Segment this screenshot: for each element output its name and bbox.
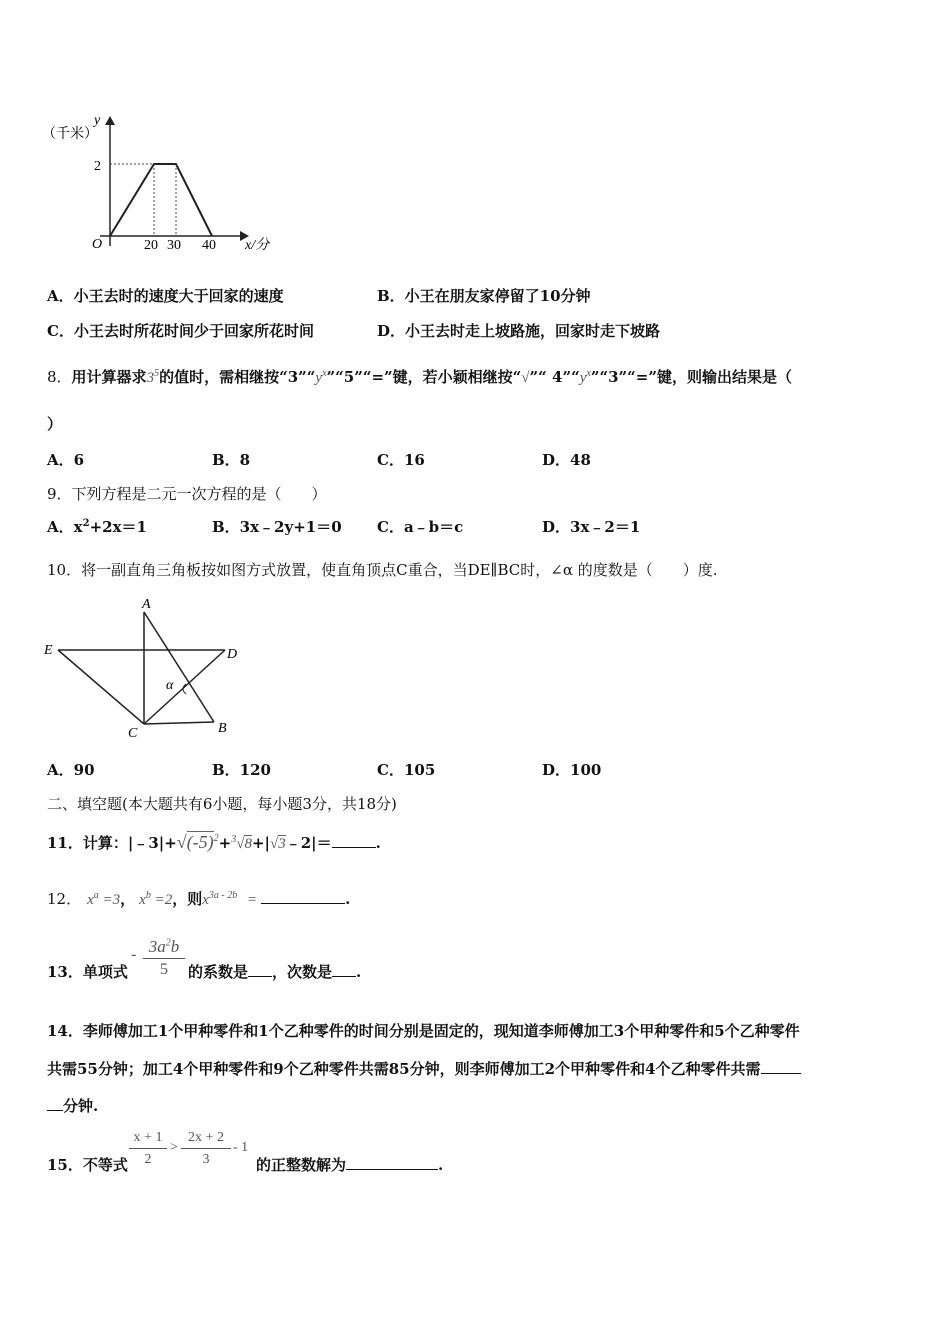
q8-power-base: 3 bbox=[146, 370, 155, 386]
q12-query-eq: = bbox=[246, 892, 258, 908]
q12-query-base: x bbox=[202, 892, 209, 908]
q12-eq1-base: x bbox=[87, 892, 94, 908]
q12-eq2-exp: b bbox=[145, 890, 151, 901]
q8-key-y-1: y bbox=[315, 370, 323, 386]
q11-text-2: + bbox=[218, 834, 232, 852]
q13-fraction bbox=[143, 936, 185, 981]
q11-cbrt-index: 3 bbox=[231, 834, 237, 845]
q14-line-2-text: 共需55分钟；加工4个甲种零件和9个乙种零件共需85分钟，则李师傅加工2个甲种零件和4个乙种零件共需 bbox=[47, 1060, 761, 1078]
q10-option-c: C．105 bbox=[377, 761, 436, 779]
q9-option-a-post: +2x＝1 bbox=[89, 518, 147, 536]
q9-stem: 9．下列方程是二元一次方程的是（ ） bbox=[47, 485, 327, 503]
q11-cbrt: $^3$√8 bbox=[231, 834, 252, 852]
distance-time-graph bbox=[40, 108, 290, 256]
q9-option-a bbox=[47, 517, 147, 537]
label-E: E bbox=[44, 643, 53, 658]
q15-minus-one: - 1 bbox=[233, 1140, 249, 1155]
q12-eq1-exp: a bbox=[93, 890, 99, 901]
segment-AB bbox=[144, 612, 214, 722]
q12-query-exp: 3a - 2b bbox=[208, 890, 238, 901]
q8-power-exp: 5 bbox=[154, 368, 160, 379]
q8-text-3: ”“5”“=”键，若小颖相继按“ bbox=[326, 368, 522, 386]
q11-sqrt: $√(-5)^2$ bbox=[176, 832, 219, 852]
y-axis-label: y bbox=[94, 113, 101, 128]
x-tick-30: 30 bbox=[167, 238, 181, 253]
q12-query bbox=[202, 892, 257, 908]
label-B: B bbox=[218, 721, 227, 736]
q11-sqrt-inner: (-5) bbox=[186, 832, 214, 852]
q12-answer-blank[interactable] bbox=[261, 889, 345, 904]
q8-key-y-2: y bbox=[579, 370, 587, 386]
q8-key-yx-2 bbox=[580, 370, 591, 386]
q8-option-d: D．48 bbox=[542, 451, 591, 469]
q13-num-sup: 2 bbox=[165, 937, 171, 949]
q8-power bbox=[147, 370, 160, 386]
q13-num-a: 3a bbox=[148, 937, 166, 956]
q7-option-c: C．小王去时所花时间少于回家所花时间 bbox=[47, 322, 314, 340]
q11-sqrt3: √3 bbox=[270, 836, 286, 852]
q9-option-b: B．3x﹣2y+1＝0 bbox=[212, 518, 342, 536]
q14-line-3 bbox=[47, 1096, 98, 1116]
q9-option-a-sup: 2 bbox=[82, 518, 90, 529]
triangle-figure bbox=[40, 592, 250, 742]
q9-option-a-pre: A．x bbox=[47, 518, 83, 536]
q13-num-b: b bbox=[170, 937, 180, 956]
q9-option-c: C．a﹣b＝c bbox=[377, 518, 464, 536]
q14-line-1: 14．李师傅加工1个甲种零件和1个乙种零件的时间分别是固定的，现知道李师傅加工3个甲种零件和5个乙种零件 bbox=[47, 1022, 800, 1040]
q15-text-2: 的正整数解为 bbox=[256, 1156, 347, 1174]
q12-eq1-rhs: =3 bbox=[102, 892, 121, 908]
q15-label: 15．不等式 bbox=[47, 1156, 128, 1174]
q8-option-b: B．8 bbox=[212, 451, 251, 469]
q8-close-paren: ） bbox=[47, 415, 63, 433]
q15-answer-blank[interactable] bbox=[346, 1155, 438, 1170]
q13-rest bbox=[188, 962, 361, 982]
q7-option-b: B．小王在朋友家停留了10分钟 bbox=[377, 287, 591, 305]
label-D: D bbox=[227, 647, 238, 662]
q15-f1-denominator: 2 bbox=[144, 1152, 152, 1167]
q12-stem bbox=[47, 889, 350, 910]
q8-key-sqrt: √ bbox=[521, 370, 530, 386]
q15-f1-numerator: x + 1 bbox=[129, 1128, 167, 1149]
label-alpha: α bbox=[166, 678, 174, 693]
q10-option-d: D．100 bbox=[542, 761, 602, 779]
q10-option-a: A．90 bbox=[47, 761, 95, 779]
q13-coefficient-blank[interactable] bbox=[248, 962, 272, 977]
q10-stem: 10．将一副直角三角板按如图方式放置，使直角顶点C重合，当DE∥BC时，∠α 的度数是（ ）度. bbox=[47, 561, 718, 579]
x-tick-20: 20 bbox=[144, 238, 158, 253]
q15-f2-numerator: 2x + 2 bbox=[181, 1128, 231, 1149]
q11-stem bbox=[47, 832, 381, 854]
q12-end: . bbox=[345, 890, 351, 908]
q15-fraction-2 bbox=[181, 1128, 231, 1171]
q8-option-a: A．6 bbox=[47, 451, 85, 469]
q10-option-b: B．120 bbox=[212, 761, 271, 779]
q7-option-a: A．小王去时的速度大于回家的速度 bbox=[47, 287, 284, 305]
q11-text-1: 11．计算：|﹣3|+ bbox=[47, 834, 177, 852]
q12-eq2-rhs: =2 bbox=[154, 892, 173, 908]
q14-answer-blank-2[interactable] bbox=[47, 1096, 63, 1111]
q13-end: . bbox=[356, 963, 362, 981]
q11-text-4: ﹣2|＝ bbox=[285, 834, 332, 852]
q8-number: 8． bbox=[47, 368, 72, 386]
segment-CD bbox=[144, 650, 225, 724]
q8-stem bbox=[47, 367, 792, 388]
origin-label: O bbox=[92, 237, 103, 252]
q8-text-4: ”“ 4”“ bbox=[529, 368, 580, 386]
segment-CB bbox=[144, 722, 214, 724]
q11-answer-blank[interactable] bbox=[332, 833, 376, 848]
q13-degree-blank[interactable] bbox=[332, 962, 356, 977]
q8-key-x-1: x bbox=[322, 368, 327, 379]
q12-text-2: ，则 bbox=[172, 890, 203, 908]
q12-eq1 bbox=[87, 892, 120, 908]
q13-label bbox=[47, 962, 128, 982]
x-tick-40: 40 bbox=[202, 238, 216, 253]
q15-end: . bbox=[438, 1156, 444, 1174]
x-axis-label: x/分 bbox=[245, 238, 270, 253]
q15-rest bbox=[256, 1155, 443, 1175]
q12-eq2-base: x bbox=[139, 892, 146, 908]
q11-sqrt-exp: 2 bbox=[213, 833, 219, 844]
q14-answer-blank-1[interactable] bbox=[761, 1059, 801, 1074]
q11-sqrt3-inner: 3 bbox=[278, 836, 286, 852]
q13-text-2: 的系数是 bbox=[188, 963, 249, 981]
q12-eq2 bbox=[139, 892, 172, 908]
q13-numerator bbox=[143, 936, 185, 959]
section-2-title: 二、填空题(本大题共有6小题，每小题3分，共18分) bbox=[47, 795, 397, 813]
q13-text-1: 13．单项式 bbox=[47, 963, 128, 981]
y-axis-unit: （千米） bbox=[42, 127, 98, 142]
q9-option-d: D．3x﹣2＝1 bbox=[542, 518, 641, 536]
label-A: A bbox=[142, 597, 151, 612]
q13-text-3: ，次数是 bbox=[272, 963, 333, 981]
q11-text-3: +| bbox=[251, 834, 271, 852]
q12-separator: ， bbox=[120, 890, 136, 908]
label-C: C bbox=[128, 726, 138, 741]
q13-denominator: 5 bbox=[160, 961, 168, 978]
y-axis-arrow bbox=[105, 116, 115, 125]
q8-key-yx-1 bbox=[315, 370, 326, 386]
q15-f2-denominator: 3 bbox=[202, 1152, 210, 1167]
q8-text-5: ”“3”“=”键，则输出结果是（ bbox=[590, 368, 792, 386]
q8-text-2: 的值时，需相继按“3”“ bbox=[159, 368, 316, 386]
q8-option-c: C．16 bbox=[377, 451, 425, 469]
q15-fraction-1 bbox=[129, 1128, 167, 1171]
q11-text-5: . bbox=[375, 834, 381, 852]
q13-minus: - bbox=[131, 946, 137, 963]
q8-key-x-2: x bbox=[586, 368, 591, 379]
q11-cbrt-inner: 8 bbox=[244, 836, 252, 852]
q15-greater-than: > bbox=[170, 1140, 178, 1155]
y-tick-2: 2 bbox=[94, 159, 101, 174]
q12-number: 12． bbox=[47, 890, 82, 908]
q8-text-1: 用计算器求 bbox=[71, 368, 147, 386]
distance-line bbox=[110, 164, 212, 236]
q14-line-3-text: 分钟. bbox=[63, 1097, 99, 1115]
q7-option-d: D．小王去时走上坡路施，回家时走下坡路 bbox=[377, 322, 661, 340]
q14-line-2 bbox=[47, 1059, 801, 1079]
segment-EC bbox=[58, 650, 144, 724]
